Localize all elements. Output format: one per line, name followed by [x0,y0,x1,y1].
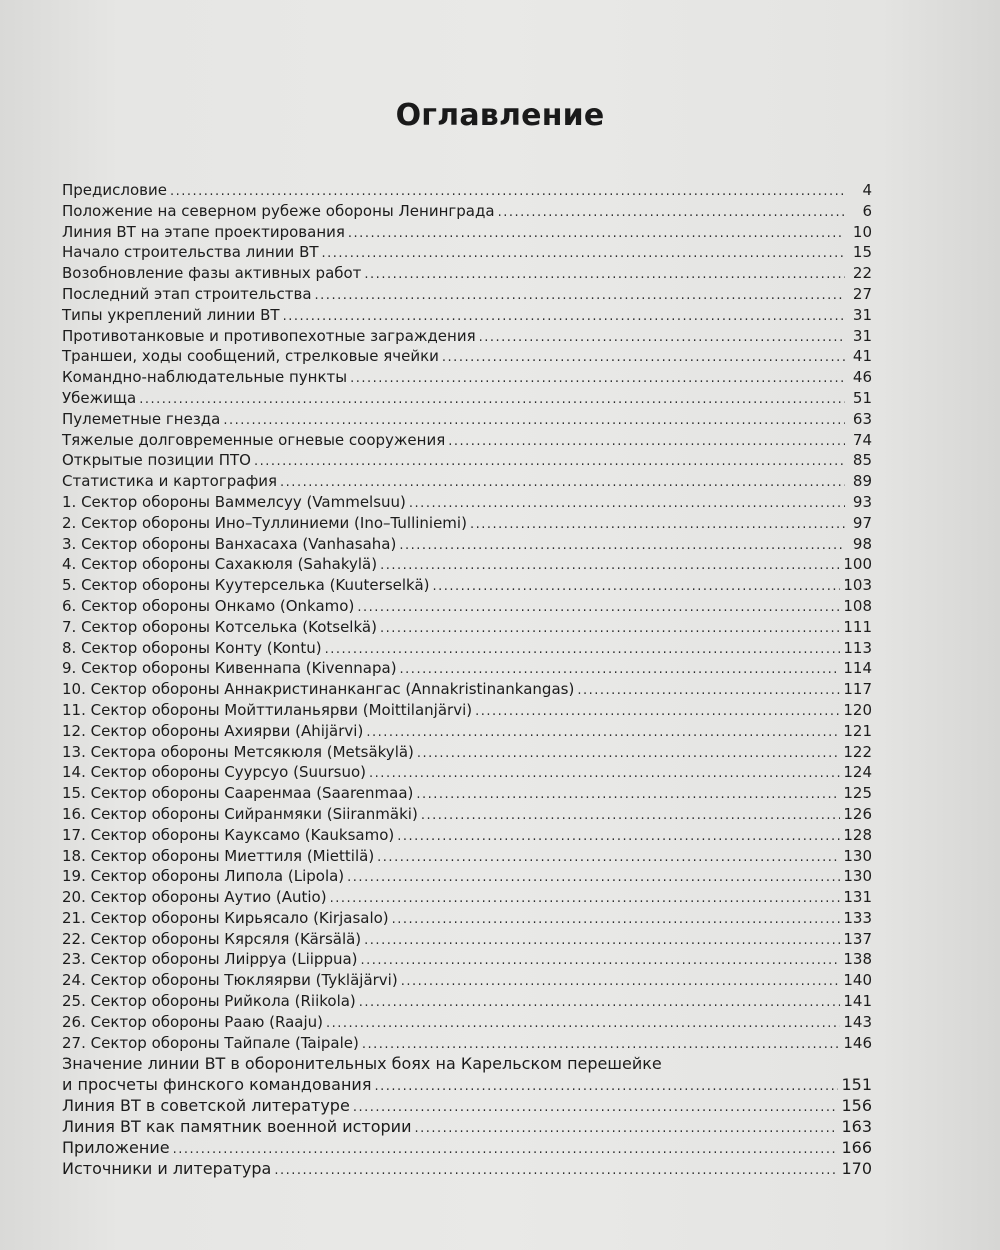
toc-entry [62,284,872,305]
toc-entry-page: 46 [852,368,872,387]
toc-entry [62,513,872,534]
toc-entry-page: 133 [843,908,872,927]
dot-leader [401,972,841,993]
dot-leader [359,993,841,1014]
toc-entry-page: 166 [841,1137,872,1157]
toc-entry-page: 103 [843,576,872,595]
toc-entry-page: 6 [862,201,872,220]
dot-leader [254,452,845,473]
toc-entry [62,575,872,596]
toc-entry-title: Убежища [62,388,137,407]
toc-entry [62,1117,872,1138]
dot-leader [283,307,845,328]
toc-entry-title: Статистика и картография [62,472,278,491]
toc-entry-page: 97 [852,513,872,532]
toc-entry-title: 25. Сектор обороны Рийкола (Riikola) [62,992,356,1011]
toc-entry-title: Линия ВТ на этапе проектирования [62,222,345,241]
dot-leader [347,868,840,889]
toc-entry-page: 170 [841,1158,872,1178]
toc-entry [62,1075,872,1096]
toc-entry-title: Приложение [62,1137,170,1157]
dot-leader [330,889,841,910]
dot-leader [577,681,840,702]
toc-entry-title: 23. Сектор обороны Лиippуа (Liippua) [62,950,358,969]
dot-leader [400,660,841,681]
toc-entry-page: 128 [843,825,872,844]
toc-entry-page: 141 [843,992,872,1011]
toc-entry-page: 31 [852,305,872,324]
toc-entry-title: Тяжелые долговременные огневые сооружения [62,430,446,449]
toc-entry-page: 41 [852,347,872,366]
toc-entry-page: 131 [843,888,872,907]
toc-entry [62,929,872,950]
toc-entry-title: 22. Сектор обороны Кярсяля (Kärsälä) [62,929,362,948]
dot-leader [380,619,840,640]
dot-leader [274,1161,838,1182]
toc-entry-title: 24. Сектор обороны Тюкляярви (Tykläjärvi) [62,971,398,990]
toc-entry [62,492,872,513]
toc-entry [62,866,872,887]
toc-entry-title: Открытые позиции ПТО [62,451,251,470]
toc-entry [62,222,872,243]
toc-entry-title: Последний этап строительства [62,284,312,303]
toc-entry [62,596,872,617]
toc-entry-page: 114 [843,659,872,678]
toc-entry [62,305,872,326]
toc-entry-page: 22 [852,264,872,283]
toc-entry-page: 143 [843,1012,872,1031]
toc-entry-page: 121 [843,721,872,740]
toc-entry-title: Противотанковые и противопехотные заграждения [62,326,476,345]
toc-entry [62,554,872,575]
toc-entry [62,1012,872,1033]
dot-leader [470,515,845,536]
dot-leader [364,931,840,952]
toc-entry [62,346,872,367]
toc-entry [62,534,872,555]
toc-entry [62,1033,872,1054]
toc-entry [62,658,872,679]
toc-entry-title: 26. Сектор обороны Рааю (Raaju) [62,1012,323,1031]
dot-leader [442,348,845,369]
dot-leader [364,265,845,286]
toc-entry-title: 17. Сектор обороны Кауксамо (Kauksamo) [62,825,395,844]
toc-entry [62,887,872,908]
toc-entry [62,949,872,970]
toc-entry [62,908,872,929]
dot-leader [374,1077,838,1098]
toc-entry-page: 124 [843,763,872,782]
toc-entry [62,762,872,783]
toc-entry [62,263,872,284]
dot-leader [361,951,841,972]
dot-leader [173,1140,839,1161]
toc-entry [62,783,872,804]
toc-entry-title: 12. Сектор обороны Ахиярви (Ahijärvi) [62,721,364,740]
toc-entry-title: Пулеметные гнезда [62,409,221,428]
dot-leader [280,473,845,494]
toc-entry [62,825,872,846]
toc-entry-title: 27. Сектор обороны Тайпале (Taipale) [62,1033,359,1052]
dot-leader [433,577,841,598]
toc-entry-title: 10. Сектор обороны Аннакристинанкангас (Annakristinankangas) [62,680,575,699]
toc-entry [62,388,872,409]
dot-leader [315,286,845,307]
toc-entry [62,242,872,263]
toc-entry-title: 14. Сектор обороны Суурсуо (Suursuo) [62,763,367,782]
toc-entry-page: 151 [841,1075,872,1095]
toc-entry-title: Начало строительства линии ВТ [62,243,319,262]
toc-entry-page: 122 [843,742,872,761]
toc-entry-title: 16. Сектор обороны Сийранмяки (Siiranmäki) [62,804,418,823]
toc-entry-page: 51 [852,388,872,407]
toc-entry-title: Положение на северном рубеже обороны Ленинграда [62,201,495,220]
toc-entry-title: Траншеи, ходы сообщений, стрелковые ячейки [62,347,439,366]
page-title: Оглавление [395,98,605,133]
toc-entry-page: 108 [843,596,872,615]
toc-entry-title: 1. Сектор обороны Ваммелсуу (Vammelsuu) [62,492,406,511]
toc-entry-title: и просчеты финского командования [62,1075,372,1095]
toc-entry-page: 146 [843,1033,872,1052]
toc-entry [62,326,872,347]
toc-entry-title: 3. Сектор обороны Ванхасаха (Vanhasaha) [62,534,397,553]
table-of-contents [62,180,872,1179]
toc-entry-page: 163 [841,1117,872,1137]
toc-entry [62,846,872,867]
dot-leader [399,536,845,557]
toc-entry-title: Линия ВТ как памятник военной истории [62,1117,412,1137]
dot-leader [139,390,845,411]
toc-entry [62,617,872,638]
toc-entry-title: Источники и литература [62,1158,272,1178]
dot-leader [353,1098,839,1119]
toc-entry-title: 13. Сектора обороны Метсякюля (Metsäkylä) [62,742,414,761]
toc-entry-page: 4 [862,181,872,199]
toc-entry-page: 156 [841,1096,872,1116]
dot-leader [348,224,845,245]
dot-leader [414,1119,838,1140]
toc-entry-title: 5. Сектор обороны Куутерселька (Kuuterselkä) [62,576,430,595]
dot-leader [350,369,845,390]
toc-entry-page: 27 [852,284,872,303]
toc-entry-title: 20. Сектор обороны Аутио (Autio) [62,888,327,907]
toc-entry-page: 120 [843,700,872,719]
dot-leader [362,1035,841,1056]
toc-entry-title: 4. Сектор обороны Сахакюля (Sahakylä) [62,555,378,574]
toc-entry-page: 137 [843,929,872,948]
dot-leader [421,806,841,827]
toc-entry-title: 8. Сектор обороны Конту (Kontu) [62,638,322,657]
dot-leader [380,556,840,577]
toc-entry-title: 11. Сектор обороны Мойттиланьярви (Moittilanjärvi) [62,700,473,719]
toc-entry [62,471,872,492]
toc-entry-page: 89 [852,472,872,491]
dot-leader [416,785,840,806]
dot-leader [479,328,845,349]
toc-entry [62,409,872,430]
toc-entry-title: 18. Сектор обороны Миеттиля (Miettilä) [62,846,375,865]
dot-leader [448,432,845,453]
toc-entry-page: 31 [852,326,872,345]
toc-entry-title: 9. Сектор обороны Кивеннапа (Kivennapa) [62,659,397,678]
toc-entry-title: Возобновление фазы активных работ [62,264,362,283]
toc-entry-title: 21. Сектор обороны Кирьясало (Kirjasalo) [62,908,389,927]
toc-entry-page: 15 [852,243,872,262]
dot-leader [417,744,840,765]
dot-leader [377,848,840,869]
toc-entry [62,804,872,825]
toc-entry-page: 74 [852,430,872,449]
toc-entry-title: 2. Сектор обороны Ино–Туллиниеми (Ino–Tulliniemi) [62,513,467,532]
dot-leader [392,910,841,931]
dot-leader [366,723,840,744]
dot-leader [369,764,840,785]
toc-entry [62,430,872,451]
toc-entry-title: 7. Сектор обороны Котселька (Kotselkä) [62,617,377,636]
toc-entry-page: 117 [843,680,872,699]
toc-entry-title: Командно-наблюдательные пункты [62,368,348,387]
dot-leader [223,411,845,432]
toc-entry [62,201,872,222]
toc-entry-title: 19. Сектор обороны Липола (Lipola) [62,867,345,886]
toc-entry [62,180,872,201]
toc-entry [62,721,872,742]
dot-leader [170,182,845,203]
dot-leader [475,702,840,723]
toc-heading-line [62,1053,872,1075]
toc-entry [62,970,872,991]
dot-leader [409,494,845,515]
toc-entry-title: Значение линии ВТ в оборонительных боях на Карельском перешейке [62,1054,662,1074]
toc-entry-page: 130 [843,867,872,886]
toc-entry [62,367,872,388]
toc-entry-page: 63 [852,409,872,428]
toc-entry-page: 130 [843,846,872,865]
toc-entry [62,1159,872,1180]
toc-entry-title: Линия ВТ в советской литературе [62,1096,350,1116]
dot-leader [325,640,841,661]
dot-leader [498,203,845,224]
toc-entry-page: 100 [843,555,872,574]
toc-entry-page: 113 [843,638,872,657]
toc-entry [62,679,872,700]
toc-entry [62,1096,872,1117]
dot-leader [357,598,840,619]
toc-entry-title: Предисловие [62,181,167,199]
toc-entry [62,638,872,659]
toc-entry-page: 126 [843,804,872,823]
toc-entry-title: 15. Сектор обороны Сааренмаа (Saarenmaa) [62,784,414,803]
toc-entry [62,742,872,763]
toc-entry-page: 111 [843,617,872,636]
dot-leader [326,1014,840,1035]
toc-entry-page: 125 [843,784,872,803]
toc-entry-page: 93 [852,492,872,511]
toc-entry-page: 98 [852,534,872,553]
dot-leader [397,827,840,848]
toc-entry [62,700,872,721]
toc-entry-page: 140 [843,971,872,990]
dot-leader [322,244,845,265]
toc-entry [62,991,872,1012]
toc-entry-title: 6. Сектор обороны Онкамо (Onkamo) [62,596,355,615]
toc-entry [62,450,872,471]
toc-entry-page: 138 [843,950,872,969]
toc-entry-title: Типы укреплений линии ВТ [62,305,280,324]
toc-entry-page: 85 [852,451,872,470]
toc-entry-page: 10 [852,222,872,241]
toc-entry [62,1138,872,1159]
